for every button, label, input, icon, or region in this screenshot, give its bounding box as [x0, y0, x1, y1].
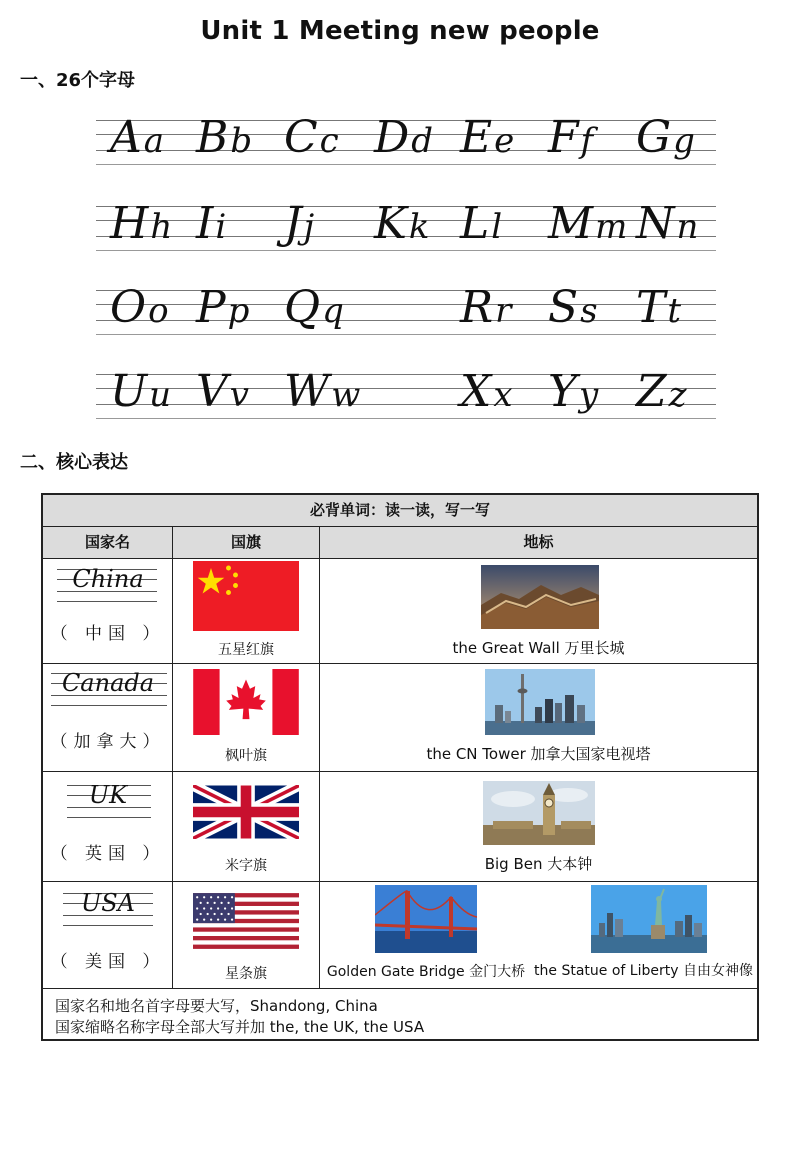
country-name-en: USA	[81, 889, 135, 917]
country-name-cn: （ 中国 ）	[50, 624, 166, 644]
letter-pair: Tt	[636, 282, 682, 333]
section-heading-alphabet: 一、26个字母	[20, 70, 136, 91]
country-name-en: Canada	[61, 669, 155, 697]
flag-label: 五星红旗	[218, 642, 274, 658]
great-wall-photo	[481, 565, 599, 629]
letter-pair: Cc	[284, 112, 339, 163]
vocabulary-table	[41, 493, 759, 1041]
landmark-label: the Great Wall 万里长城	[452, 639, 625, 657]
country-name-cn: （加拿大）	[50, 732, 166, 752]
letter-pair: Nn	[636, 198, 699, 249]
letter-pair: Pp	[196, 282, 250, 333]
letter-pair: Dd	[374, 112, 434, 163]
note-line: 国家缩略名称字母全部大写并加 the, the UK, the USA	[55, 1018, 425, 1036]
letter-pair: Bb	[196, 112, 253, 163]
alphabet-row	[96, 366, 716, 426]
header-country: 国家名	[43, 527, 172, 558]
flag-label: 枫叶旗	[225, 748, 267, 764]
letter-pair: Vv	[196, 366, 249, 417]
usa-flag-icon	[193, 893, 299, 949]
letter-pair: Rr	[460, 282, 512, 333]
letter-pair: Oo	[110, 282, 169, 333]
letter-pair: Xx	[460, 366, 513, 417]
letter-pair: Gg	[636, 112, 695, 163]
letter-pair: Aa	[110, 112, 165, 163]
header-landmark: 地标	[320, 527, 757, 558]
big-ben-photo	[483, 781, 595, 845]
alphabet-row	[96, 112, 716, 172]
letter-pair: Yy	[548, 366, 599, 417]
landmark-label: Big Ben 大本钟	[484, 855, 593, 873]
landmark-label: Golden Gate Bridge 金门大桥	[326, 964, 526, 980]
statue-of-liberty-photo	[591, 885, 707, 953]
page-title: Unit 1 Meeting new people	[200, 16, 600, 46]
letter-pair: Ww	[284, 366, 361, 417]
golden-gate-photo	[375, 885, 477, 953]
letter-pair: Qq	[284, 282, 344, 333]
flag-label: 星条旗	[225, 966, 267, 982]
letter-pair: Zz	[636, 366, 687, 417]
country-name-en: China	[72, 565, 144, 593]
china-flag-icon	[193, 561, 299, 631]
header-flag: 国旗	[173, 527, 319, 558]
letter-pair: Kk	[374, 198, 430, 249]
letter-pair: Ss	[548, 282, 598, 333]
letter-pair: Ff	[548, 112, 594, 163]
uk-flag-icon	[193, 785, 299, 839]
landmark-label: the Statue of Liberty 自由女神像	[534, 963, 753, 979]
alphabet-row	[96, 282, 716, 342]
table-caption: 必背单词：读一读，写一写	[43, 495, 757, 526]
letter-pair: Ll	[460, 198, 503, 249]
note-line: 国家名和地名首字母要大写，Shandong, China	[55, 997, 378, 1015]
letter-pair: Ee	[460, 112, 515, 163]
section-heading-expressions: 二、核心表达	[20, 452, 128, 473]
alphabet-row	[96, 198, 716, 258]
canada-flag-icon	[193, 669, 299, 735]
letter-pair: Jj	[284, 198, 315, 249]
letter-pair: Uu	[110, 366, 171, 417]
country-name-cn: （ 美国 ）	[50, 952, 166, 972]
flag-label: 米字旗	[225, 858, 267, 874]
cn-tower-photo	[485, 669, 595, 735]
letter-pair: Mm	[548, 198, 628, 249]
country-name-cn: （ 英国 ）	[50, 844, 166, 864]
letter-pair: Ii	[196, 198, 227, 249]
landmark-label: the CN Tower 加拿大国家电视塔	[426, 745, 651, 763]
country-name-en: UK	[88, 781, 128, 809]
letter-pair: Hh	[110, 198, 173, 249]
